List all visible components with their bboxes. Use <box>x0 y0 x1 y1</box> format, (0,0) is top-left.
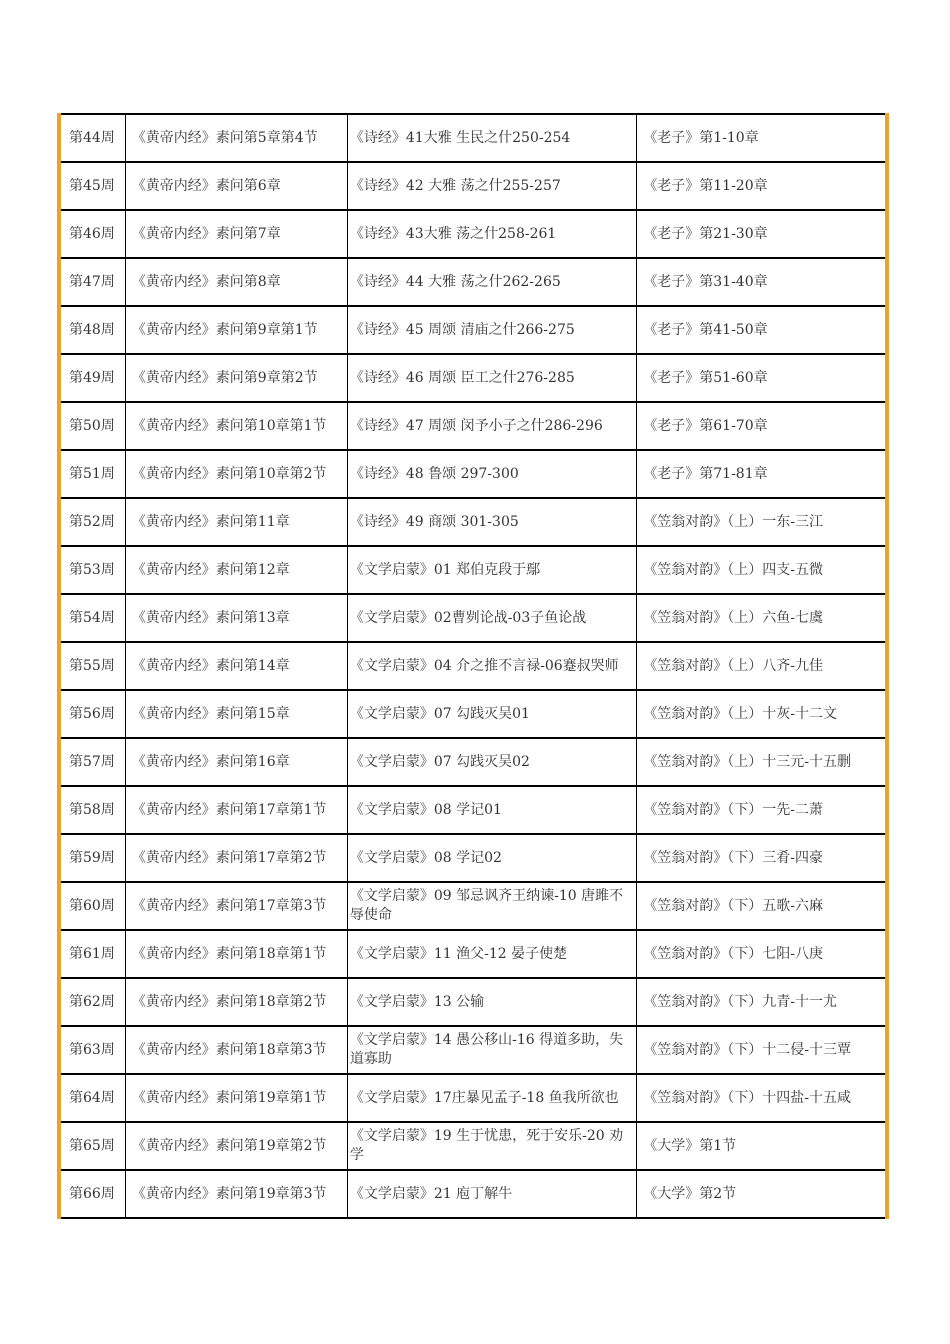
extra-reading-cell: 《笠翁对韵》（上）一东-三江 <box>637 498 887 546</box>
table-row <box>59 402 887 450</box>
extra-reading-cell: 《老子》第61-70章 <box>637 402 887 450</box>
neijing-cell: 《黄帝内经》素问第10章第1节 <box>125 402 347 450</box>
week-cell: 第55周 <box>59 642 125 690</box>
week-cell: 第58周 <box>59 786 125 834</box>
table-row <box>59 930 887 978</box>
table-row <box>59 1122 887 1170</box>
reading-cell: 《文学启蒙》04 介之推不言禄-06蹇叔哭师 <box>347 642 636 690</box>
week-cell: 第64周 <box>59 1074 125 1122</box>
table-row <box>59 258 887 306</box>
table-row <box>59 498 887 546</box>
reading-cell: 《文学启蒙》11 渔父-12 晏子使楚 <box>347 930 636 978</box>
neijing-cell: 《黄帝内经》素问第10章第2节 <box>125 450 347 498</box>
table-row <box>59 546 887 594</box>
table-row <box>59 450 887 498</box>
week-cell: 第50周 <box>59 402 125 450</box>
neijing-cell: 《黄帝内经》素问第19章第3节 <box>125 1170 347 1218</box>
extra-reading-cell: 《老子》第21-30章 <box>637 210 887 258</box>
extra-reading-cell: 《笠翁对韵》（下）十二侵-十三覃 <box>637 1026 887 1074</box>
table-row <box>59 642 887 690</box>
reading-cell: 《诗经》43大雅 荡之什258-261 <box>347 210 636 258</box>
neijing-cell: 《黄帝内经》素问第14章 <box>125 642 347 690</box>
extra-reading-cell: 《老子》第1-10章 <box>637 114 887 162</box>
extra-reading-cell: 《笠翁对韵》（下）一先-二萧 <box>637 786 887 834</box>
extra-reading-cell: 《大学》第2节 <box>637 1170 887 1218</box>
reading-cell: 《诗经》47 周颂 闵予小子之什286-296 <box>347 402 636 450</box>
neijing-cell: 《黄帝内经》素问第9章第2节 <box>125 354 347 402</box>
reading-cell: 《文学启蒙》13 公输 <box>347 978 636 1026</box>
table-row <box>59 834 887 882</box>
extra-reading-cell: 《笠翁对韵》（上）八齐-九佳 <box>637 642 887 690</box>
neijing-cell: 《黄帝内经》素问第9章第1节 <box>125 306 347 354</box>
neijing-cell: 《黄帝内经》素问第8章 <box>125 258 347 306</box>
reading-cell: 《文学启蒙》09 邹忌讽齐王纳谏-10 唐雎不辱使命 <box>347 882 636 930</box>
neijing-cell: 《黄帝内经》素问第18章第2节 <box>125 978 347 1026</box>
neijing-cell: 《黄帝内经》素问第18章第1节 <box>125 930 347 978</box>
reading-cell: 《诗经》44 大雅 荡之什262-265 <box>347 258 636 306</box>
week-cell: 第63周 <box>59 1026 125 1074</box>
neijing-cell: 《黄帝内经》素问第12章 <box>125 546 347 594</box>
week-cell: 第45周 <box>59 162 125 210</box>
week-cell: 第47周 <box>59 258 125 306</box>
neijing-cell: 《黄帝内经》素问第17章第3节 <box>125 882 347 930</box>
neijing-cell: 《黄帝内经》素问第16章 <box>125 738 347 786</box>
week-cell: 第49周 <box>59 354 125 402</box>
extra-reading-cell: 《大学》第1节 <box>637 1122 887 1170</box>
reading-cell: 《文学启蒙》21 庖丁解牛 <box>347 1170 636 1218</box>
extra-reading-cell: 《笠翁对韵》（下）五歌-六麻 <box>637 882 887 930</box>
week-cell: 第59周 <box>59 834 125 882</box>
table-row <box>59 1074 887 1122</box>
extra-reading-cell: 《老子》第11-20章 <box>637 162 887 210</box>
week-cell: 第48周 <box>59 306 125 354</box>
table-row <box>59 210 887 258</box>
extra-reading-cell: 《老子》第51-60章 <box>637 354 887 402</box>
neijing-cell: 《黄帝内经》素问第13章 <box>125 594 347 642</box>
extra-reading-cell: 《笠翁对韵》（下）十四盐-十五咸 <box>637 1074 887 1122</box>
week-cell: 第52周 <box>59 498 125 546</box>
week-cell: 第44周 <box>59 114 125 162</box>
table-row <box>59 690 887 738</box>
table-row <box>59 1026 887 1074</box>
extra-reading-cell: 《笠翁对韵》（下）七阳-八庚 <box>637 930 887 978</box>
schedule-body <box>59 114 887 1218</box>
week-cell: 第53周 <box>59 546 125 594</box>
table-row <box>59 786 887 834</box>
reading-cell: 《诗经》41大雅 生民之什250-254 <box>347 114 636 162</box>
extra-reading-cell: 《笠翁对韵》（下）三肴-四豪 <box>637 834 887 882</box>
week-cell: 第56周 <box>59 690 125 738</box>
week-cell: 第51周 <box>59 450 125 498</box>
neijing-cell: 《黄帝内经》素问第19章第2节 <box>125 1122 347 1170</box>
extra-reading-cell: 《老子》第31-40章 <box>637 258 887 306</box>
table-row <box>59 162 887 210</box>
table-row <box>59 978 887 1026</box>
week-cell: 第57周 <box>59 738 125 786</box>
extra-reading-cell: 《老子》第41-50章 <box>637 306 887 354</box>
neijing-cell: 《黄帝内经》素问第17章第2节 <box>125 834 347 882</box>
table-row <box>59 594 887 642</box>
reading-cell: 《文学启蒙》07 勾践灭吴02 <box>347 738 636 786</box>
extra-reading-cell: 《笠翁对韵》（上）十灰-十二文 <box>637 690 887 738</box>
week-cell: 第62周 <box>59 978 125 1026</box>
neijing-cell: 《黄帝内经》素问第11章 <box>125 498 347 546</box>
week-cell: 第61周 <box>59 930 125 978</box>
extra-reading-cell: 《老子》第71-81章 <box>637 450 887 498</box>
neijing-cell: 《黄帝内经》素问第18章第3节 <box>125 1026 347 1074</box>
week-cell: 第60周 <box>59 882 125 930</box>
reading-cell: 《文学启蒙》02曹刿论战-03子鱼论战 <box>347 594 636 642</box>
neijing-cell: 《黄帝内经》素问第17章第1节 <box>125 786 347 834</box>
week-cell: 第46周 <box>59 210 125 258</box>
table-row <box>59 1170 887 1218</box>
neijing-cell: 《黄帝内经》素问第19章第1节 <box>125 1074 347 1122</box>
extra-reading-cell: 《笠翁对韵》（上）十三元-十五删 <box>637 738 887 786</box>
table-row <box>59 306 887 354</box>
table-row <box>59 114 887 162</box>
table-row <box>59 882 887 930</box>
week-cell: 第54周 <box>59 594 125 642</box>
reading-cell: 《文学启蒙》17庄暴见孟子-18 鱼我所欲也 <box>347 1074 636 1122</box>
reading-cell: 《诗经》48 鲁颂 297-300 <box>347 450 636 498</box>
reading-cell: 《文学启蒙》08 学记01 <box>347 786 636 834</box>
reading-cell: 《文学启蒙》19 生于忧患，死于安乐-20 劝学 <box>347 1122 636 1170</box>
reading-cell: 《文学启蒙》14 愚公移山-16 得道多助，失道寡助 <box>347 1026 636 1074</box>
neijing-cell: 《黄帝内经》素问第5章第4节 <box>125 114 347 162</box>
reading-cell: 《诗经》46 周颂 臣工之什276-285 <box>347 354 636 402</box>
extra-reading-cell: 《笠翁对韵》（上）四支-五微 <box>637 546 887 594</box>
neijing-cell: 《黄帝内经》素问第6章 <box>125 162 347 210</box>
reading-cell: 《文学启蒙》08 学记02 <box>347 834 636 882</box>
week-cell: 第66周 <box>59 1170 125 1218</box>
neijing-cell: 《黄帝内经》素问第7章 <box>125 210 347 258</box>
reading-cell: 《诗经》49 商颂 301-305 <box>347 498 636 546</box>
reading-cell: 《文学启蒙》01 郑伯克段于鄢 <box>347 546 636 594</box>
reading-cell: 《诗经》42 大雅 荡之什255-257 <box>347 162 636 210</box>
extra-reading-cell: 《笠翁对韵》（上）六鱼-七虞 <box>637 594 887 642</box>
week-cell: 第65周 <box>59 1122 125 1170</box>
neijing-cell: 《黄帝内经》素问第15章 <box>125 690 347 738</box>
extra-reading-cell: 《笠翁对韵》（下）九青-十一尤 <box>637 978 887 1026</box>
reading-cell: 《诗经》45 周颂 清庙之什266-275 <box>347 306 636 354</box>
table-row <box>59 738 887 786</box>
table-row <box>59 354 887 402</box>
reading-cell: 《文学启蒙》07 勾践灭吴01 <box>347 690 636 738</box>
reading-schedule-table <box>57 113 889 1219</box>
